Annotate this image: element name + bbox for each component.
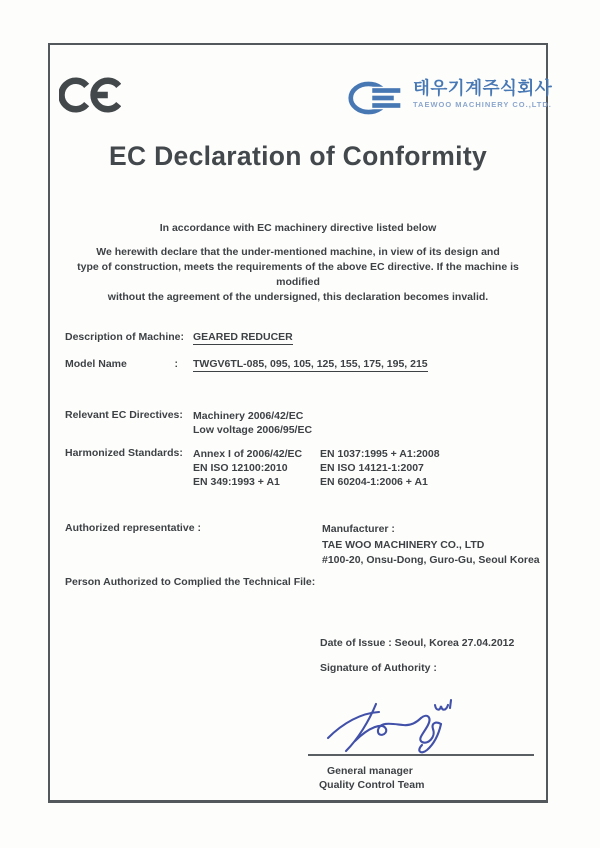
standard-item: EN ISO 12100:2010 [193,462,288,474]
signatory-team: Quality Control Team [319,779,425,791]
directive-item: Low voltage 2006/95/EC [193,424,313,436]
standard-item: EN ISO 14121-1:2007 [320,462,424,474]
taewoo-logo-icon [347,78,405,118]
intro-line: In accordance with EC machinery directive listed below [159,222,437,234]
manufacturer-block [322,522,540,569]
ce-mark-icon [59,76,121,114]
standard-item: EN 1037:1995 + A1:2008 [320,448,440,460]
company-name-korean: 태우기계주식회사 [413,78,553,98]
directives-label: Relevant EC Directives : [65,409,183,421]
declaration-line: type of construction, meets the requirements of the above EC directive. If the machine is modified [77,261,519,288]
model-name-value: TWGV6TL-085, 095, 105, 125, 155, 175, 195, 215 [193,358,428,370]
signatory-title: General manager [327,765,413,777]
signature-icon [323,697,488,759]
colon: : [174,358,178,370]
colon: : [179,409,183,421]
declaration-paragraph [54,245,542,305]
document-title: EC Declaration of Conformity [109,141,487,171]
date-of-issue: Date of Issue : Seoul, Korea 27.04.2012 [320,637,515,649]
standards-label: Harmonized Standards : [65,447,183,459]
model-name-label: Model Name : [65,358,178,370]
colon: : [180,331,185,343]
certificate-page [48,43,553,803]
description-value: GEARED REDUCER [193,331,293,343]
signature-line [308,754,534,756]
authorized-representative-label: Authorized representative : [65,522,201,534]
manufacturer-address: #100-20, Onsu-Dong, Guro-Gu, Seoul Korea [322,554,540,566]
manufacturer-label: Manufacturer : [322,523,395,535]
colon: : [179,447,183,459]
directives-values [193,409,312,437]
company-logo [347,78,552,118]
standard-item: EN 349:1993 + A1 [193,476,280,488]
signature-of-authority-label: Signature of Authority : [320,662,437,674]
ce-mark [59,76,121,119]
declaration-line: We herewith declare that the under-mentioned machine, in view of its design and [96,246,500,258]
standards-column-1 [193,447,302,489]
standard-item: Annex I of 2006/42/EC [193,448,303,460]
company-name-english: TAEWOO MACHINERY CO.,LTD. [413,100,552,109]
standards-column-2 [320,447,440,489]
person-authorized-label: Person Authorized to Complied the Technical File: [65,576,316,588]
declaration-line: without the agreement of the undersigned, this declaration becomes invalid. [107,291,489,303]
manufacturer-name: TAE WOO MACHINERY CO., LTD [322,538,485,551]
standard-item: EN 60204-1:2006 + A1 [320,476,428,488]
description-label: Description of Machine : [65,331,185,343]
directive-item: Machinery 2006/42/EC [193,410,304,422]
